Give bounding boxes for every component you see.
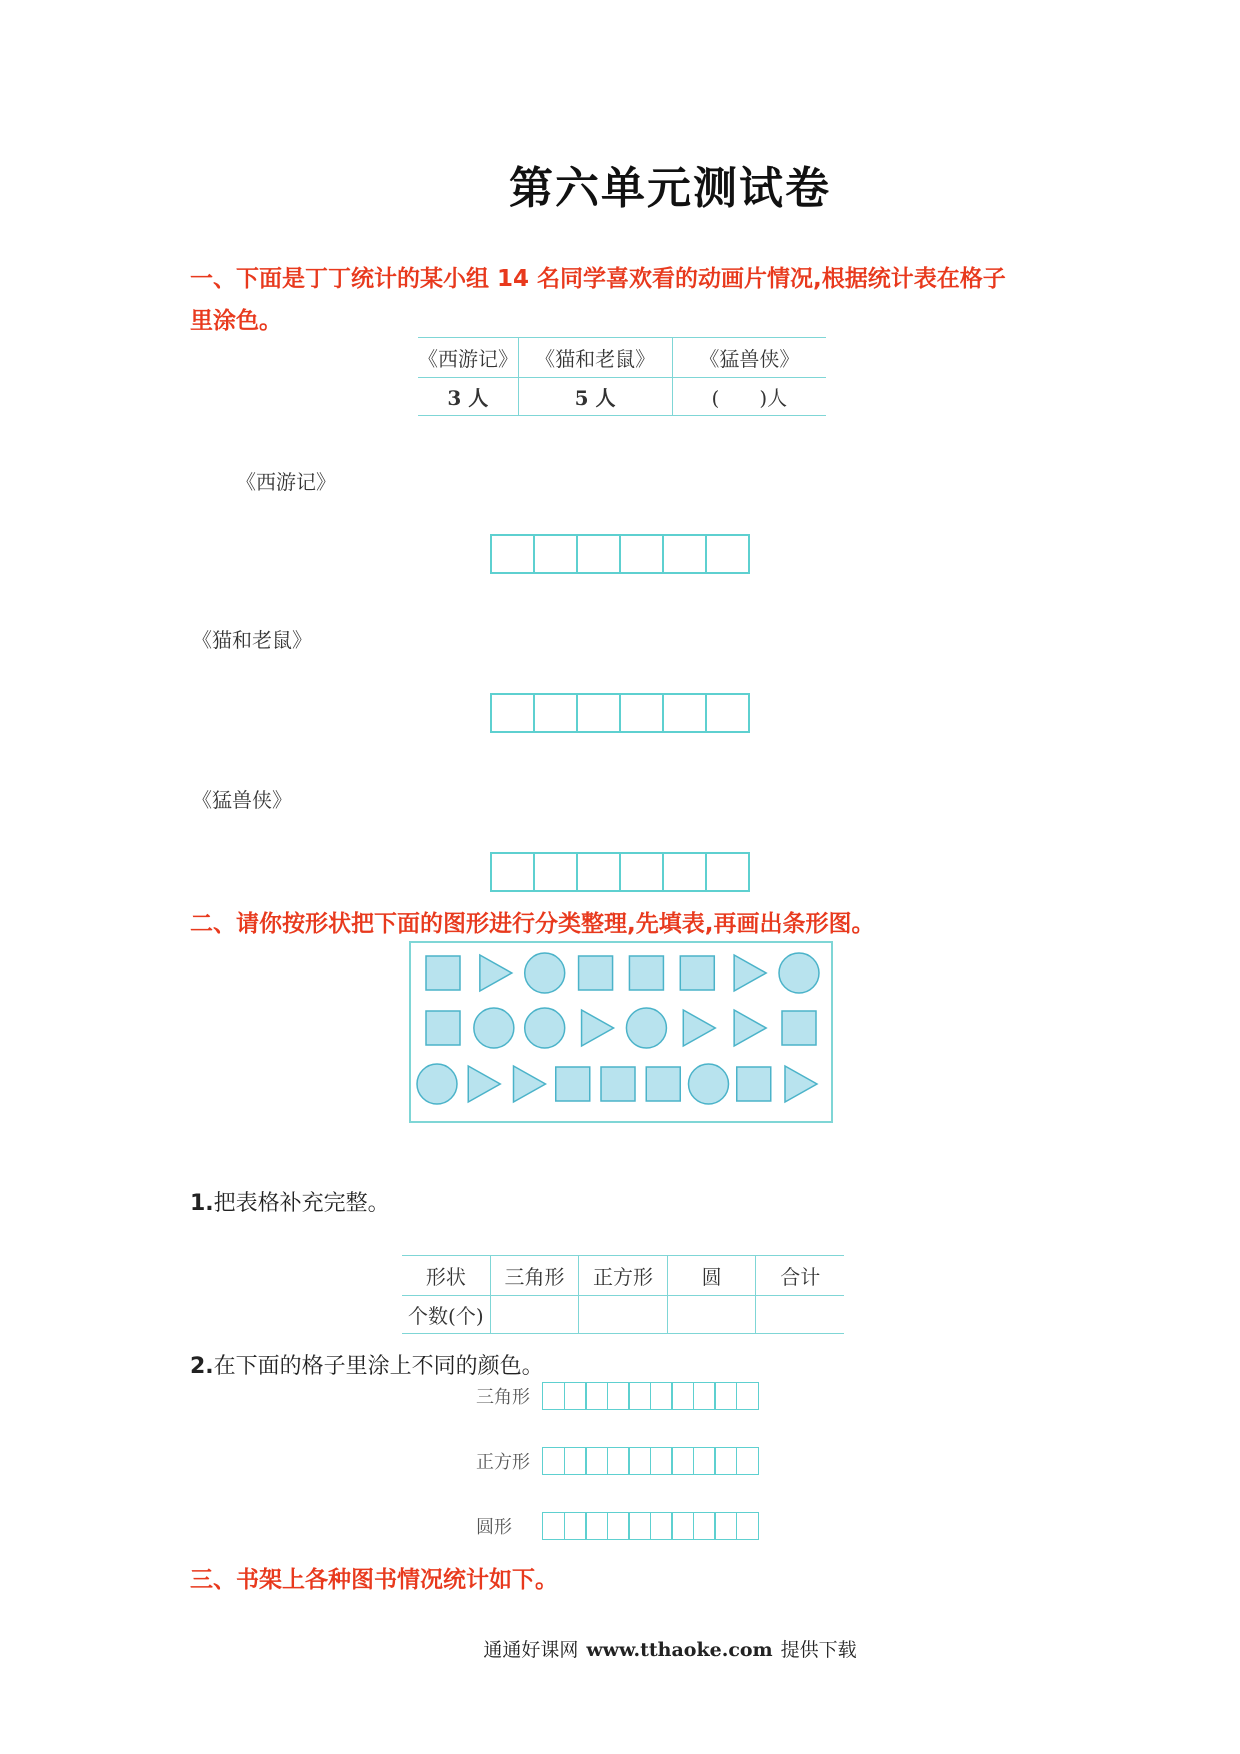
color-grid-cell[interactable] <box>705 693 750 733</box>
circle-shape <box>689 1064 729 1104</box>
color-grid-cell[interactable] <box>619 693 664 733</box>
triangle-shape <box>683 1010 715 1046</box>
table2-header-square: 正方形 <box>579 1256 668 1296</box>
bar-grid-cell[interactable] <box>607 1512 630 1540</box>
square-shape <box>737 1067 771 1101</box>
bar-grid-circle <box>542 1512 759 1540</box>
square-shape <box>680 956 714 990</box>
bar-grid-cell[interactable] <box>693 1447 716 1475</box>
bar-grid-cell[interactable] <box>542 1512 565 1540</box>
table2-cell-circle[interactable] <box>667 1296 756 1334</box>
color-grid-mengshouxia <box>490 852 750 892</box>
circle-shape <box>417 1064 457 1104</box>
bar-label-triangle: 三角形 <box>476 1387 530 1408</box>
square-shape <box>646 1067 680 1101</box>
shapes-panel <box>409 941 833 1123</box>
bar-row-square <box>476 1447 759 1475</box>
color-grid-cell[interactable] <box>576 852 621 892</box>
bar-row-circle <box>476 1512 759 1540</box>
triangle-shape <box>480 955 512 991</box>
footer-site: 通通好课网 <box>483 1639 579 1661</box>
bar-row-triangle <box>476 1382 759 1410</box>
bar-grid-cell[interactable] <box>628 1512 651 1540</box>
table2-cell-total[interactable] <box>756 1296 844 1334</box>
color-grid-cell[interactable] <box>533 534 578 574</box>
color-grid-cell[interactable] <box>619 534 664 574</box>
color-grid-cell[interactable] <box>705 852 750 892</box>
bar-grid-cell[interactable] <box>714 1512 737 1540</box>
bar-grid-cell[interactable] <box>564 1382 587 1410</box>
question-1-num: 1. <box>190 1191 214 1216</box>
shape-count-table <box>402 1255 844 1334</box>
question-2 <box>190 1349 544 1380</box>
bar-grid-square <box>542 1447 759 1475</box>
bar-grid-cell[interactable] <box>628 1382 651 1410</box>
bar-grid-cell[interactable] <box>671 1447 694 1475</box>
color-grid-cell[interactable] <box>576 534 621 574</box>
circle-shape <box>779 953 819 993</box>
table-value-mengshouxia[interactable]: ( )人 <box>672 378 826 416</box>
triangle-shape <box>734 955 766 991</box>
bar-grid-cell[interactable] <box>607 1447 630 1475</box>
square-shape <box>556 1067 590 1101</box>
bar-grid-cell[interactable] <box>585 1447 608 1475</box>
color-grid-cell[interactable] <box>619 852 664 892</box>
bar-grid-cell[interactable] <box>671 1382 694 1410</box>
bar-grid-cell[interactable] <box>650 1382 673 1410</box>
bar-grid-cell[interactable] <box>736 1382 759 1410</box>
question-2-text: 在下面的格子里涂上不同的颜色。 <box>213 1354 544 1379</box>
square-shape <box>426 1011 460 1045</box>
table-value-maohelaoshu: 5 人 <box>518 378 672 416</box>
bar-grid-cell[interactable] <box>585 1512 608 1540</box>
bar-grid-cell[interactable] <box>693 1382 716 1410</box>
bar-grid-cell[interactable] <box>736 1447 759 1475</box>
triangle-shape <box>582 1010 614 1046</box>
square-shape <box>629 956 663 990</box>
bar-grid-cell[interactable] <box>607 1382 630 1410</box>
square-shape <box>426 956 460 990</box>
color-grid-cell[interactable] <box>533 852 578 892</box>
footer <box>0 1635 1240 1662</box>
table-value-xiyouji: 3 人 <box>418 378 518 416</box>
bar-grid-cell[interactable] <box>585 1382 608 1410</box>
table2-header-total: 合计 <box>756 1256 844 1296</box>
table2-header-triangle: 三角形 <box>490 1256 579 1296</box>
color-grid-cell[interactable] <box>576 693 621 733</box>
color-grid-maohelaoshu <box>490 693 750 733</box>
section1-heading-line2: 里涂色。 <box>190 308 282 334</box>
color-grid-cell[interactable] <box>490 693 535 733</box>
table-header-xiyouji: 《西游记》 <box>418 338 518 378</box>
triangle-shape <box>468 1066 500 1102</box>
circle-shape <box>626 1008 666 1048</box>
footer-suffix: 提供下载 <box>780 1639 857 1661</box>
bar-grid-cell[interactable] <box>564 1512 587 1540</box>
table-header-maohelaoshu: 《猫和老鼠》 <box>518 338 672 378</box>
section2-heading: 二、请你按形状把下面的图形进行分类整理,先填表,再画出条形图。 <box>190 911 875 937</box>
bar-label-circle: 圆形 <box>476 1517 512 1538</box>
bar-grid-cell[interactable] <box>714 1382 737 1410</box>
bar-grid-cell[interactable] <box>650 1447 673 1475</box>
color-grid-cell[interactable] <box>662 534 707 574</box>
color-grid-cell[interactable] <box>705 534 750 574</box>
question-1 <box>190 1186 390 1217</box>
triangle-shape <box>734 1010 766 1046</box>
grid-label-xiyouji: 《西游记》 <box>236 470 336 494</box>
table2-row-label: 个数(个) <box>402 1296 490 1334</box>
bar-grid-cell[interactable] <box>693 1512 716 1540</box>
bar-grid-cell[interactable] <box>671 1512 694 1540</box>
triangle-shape <box>514 1066 546 1102</box>
triangle-shape <box>785 1066 817 1102</box>
color-grid-cell[interactable] <box>662 693 707 733</box>
cartoon-stats-table <box>418 337 826 416</box>
table2-cell-triangle[interactable] <box>490 1296 579 1334</box>
circle-shape <box>525 953 565 993</box>
bar-grid-cell[interactable] <box>736 1512 759 1540</box>
section1-heading-line1: 一、下面是丁丁统计的某小组 14 名同学喜欢看的动画片情况,根据统计表在格子 <box>190 266 1006 292</box>
grid-label-maohelaoshu: 《猫和老鼠》 <box>192 628 312 652</box>
bar-grid-cell[interactable] <box>542 1447 565 1475</box>
color-grid-cell[interactable] <box>533 693 578 733</box>
circle-shape <box>525 1008 565 1048</box>
table2-cell-square[interactable] <box>579 1296 668 1334</box>
color-grid-cell[interactable] <box>490 534 535 574</box>
bar-grid-triangle <box>542 1382 759 1410</box>
square-shape <box>579 956 613 990</box>
footer-url[interactable]: www.tthaoke.com <box>586 1639 773 1661</box>
bar-grid-cell[interactable] <box>564 1447 587 1475</box>
color-grid-cell[interactable] <box>490 852 535 892</box>
table2-header-circle: 圆 <box>667 1256 756 1296</box>
bar-grid-cell[interactable] <box>650 1512 673 1540</box>
question-1-text: 把表格补充完整。 <box>213 1191 390 1216</box>
grid-label-mengshouxia: 《猛兽侠》 <box>192 788 292 812</box>
circle-shape <box>474 1008 514 1048</box>
table-header-mengshouxia: 《猛兽侠》 <box>672 338 826 378</box>
page-title: 第六单元测试卷 <box>509 163 831 214</box>
square-shape <box>601 1067 635 1101</box>
square-shape <box>782 1011 816 1045</box>
bar-label-square: 正方形 <box>476 1452 530 1473</box>
section3-heading: 三、书架上各种图书情况统计如下。 <box>190 1567 558 1593</box>
table2-header-shape: 形状 <box>402 1256 490 1296</box>
question-2-num: 2. <box>190 1354 214 1379</box>
color-grid-xiyouji <box>490 534 750 574</box>
bar-grid-cell[interactable] <box>542 1382 565 1410</box>
bar-grid-cell[interactable] <box>714 1447 737 1475</box>
bar-grid-cell[interactable] <box>628 1447 651 1475</box>
color-grid-cell[interactable] <box>662 852 707 892</box>
